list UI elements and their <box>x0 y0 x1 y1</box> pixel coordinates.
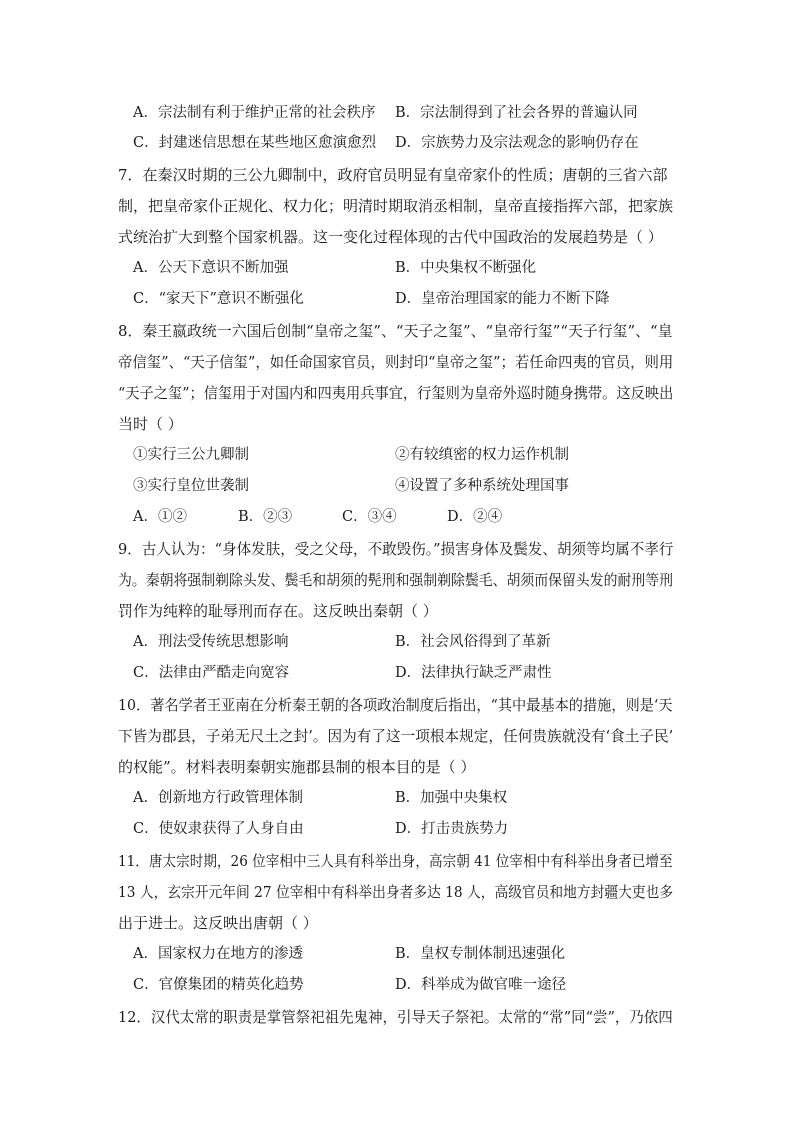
q9-stem-line-3: 罚作为纯粹的耻辱刑而存在。这反映出秦朝（ ） <box>118 602 438 620</box>
q9-option-c: C．法律由严酷走向宽容 <box>133 665 290 681</box>
q11-option-c: C．官僚集团的精英化趋势 <box>133 977 304 993</box>
q10-stem-line-1: 10．著名学者王亚南在分析秦王朝的各项政治制度后指出，“其中最基本的措施，则是‘天 <box>118 696 673 714</box>
q11-option-d: D．科举成为做官唯一途径 <box>395 977 567 993</box>
q9-stem-line-2: 为。秦朝将强制剃除头发、鬓毛和胡须的髡刑和强制剃除鬓毛、胡须而保留头发的耐刑等刑 <box>118 571 674 589</box>
q8-option-b: B．②③ <box>238 509 293 525</box>
q8-stem-line-3: “天子之玺”；信玺用于对国内和四夷用兵事宜，行玺则为皇帝外巡时随身携带。这反映出 <box>118 384 674 402</box>
q8-option-a: A．①② <box>133 509 187 525</box>
q8-stem-line-4: 当时（ ） <box>118 415 183 433</box>
q8-item-1: ①实行三公九卿制 <box>133 447 249 463</box>
q8-stem-line-1: 8．秦王嬴政统一六国后创制“皇帝之玺”、“天子之玺”、“皇帝行玺”“天子行玺”、“皇 <box>118 322 673 340</box>
q11-option-a: A．国家权力在地方的渗透 <box>133 946 303 962</box>
q6-option-d: D．宗族势力及宗法观念的影响仍存在 <box>395 135 639 151</box>
q9-option-b: B．社会风俗得到了革新 <box>395 634 551 650</box>
q9-option-d: D．法律执行缺乏严肃性 <box>395 665 552 681</box>
q8-option-c: C．③④ <box>342 509 397 525</box>
q11-stem-line-2: 13 人，玄宗开元年间 27 位宰相中有科举出身者多达 18 人，高级官员和地方封疆大吏也多 <box>118 883 674 901</box>
q6-option-b: B．宗法制得到了社会各界的普遍认同 <box>395 105 638 121</box>
q10-stem-line-3: 的权能”。材料表明秦朝实施郡县制的根本目的是（ ） <box>118 758 476 776</box>
q6-option-a: A．宗法制有利于维护正常的社会秩序 <box>133 105 376 121</box>
q10-option-c: C．使奴隶获得了人身自由 <box>133 821 304 837</box>
q11-stem-line-3: 出于进士。这反映出唐朝（ ） <box>118 914 318 932</box>
q11-stem-line-1: 11．唐太宗时期，26 位宰相中三人具有科举出身，高宗朝 41 位宰相中有科举出身者已增至 <box>118 852 673 870</box>
q6-option-c: C．封建迷信思想在某些地区愈演愈烈 <box>133 135 377 151</box>
q10-stem-line-2: 下皆为郡县，子弟无尺土之封’。因为有了这一项根本规定，任何贵族就没有‘食土子民’ <box>118 727 674 745</box>
q8-item-4: ④设置了多种系统处理国事 <box>395 478 569 494</box>
q7-option-c: C．“家天下”意识不断强化 <box>133 291 304 307</box>
q7-option-b: B．中央集权不断强化 <box>395 260 537 276</box>
q10-option-d: D．打击贵族势力 <box>395 821 509 837</box>
q7-stem-line-1: 7．在秦汉时期的三公九卿制中，政府官员明显有皇帝家仆的性质；唐朝的三省六部 <box>118 166 668 184</box>
q9-option-a: A．刑法受传统思想影响 <box>133 634 289 650</box>
q8-option-d: D．②④ <box>447 509 503 525</box>
q9-stem-line-1: 9．古人认为：“身体发肤，受之父母，不敢毁伤。”损害身体及鬓发、胡须等均属不孝行 <box>118 540 674 558</box>
q12-stem-line-1: 12．汉代太常的职责是掌管祭祀祖先鬼神，引导天子祭祀。太常的“常”同“尝”，乃依四 <box>118 1008 673 1026</box>
q11-option-b: B．皇权专制体制迅速强化 <box>395 946 566 962</box>
q8-item-2: ②有较缜密的权力运作机制 <box>395 447 569 463</box>
q8-item-3: ③实行皇位世袭制 <box>133 478 249 494</box>
q8-stem-line-2: 帝信玺”、“天子信玺”，如任命国家官员，则封印“皇帝之玺”；若任命四夷的官员，则用 <box>118 353 674 371</box>
q7-option-d: D．皇帝治理国家的能力不断下降 <box>395 291 610 307</box>
q10-option-a: A．创新地方行政管理体制 <box>133 790 303 806</box>
q10-option-b: B．加强中央集权 <box>395 790 508 806</box>
q7-stem-line-2: 制，把皇帝家仆正规化、权力化；明清时期取消丞相制，皇帝直接指挥六部，把家族 <box>118 197 674 215</box>
q7-stem-line-3: 式统治扩大到整个国家机器。这一变化过程体现的古代中国政治的发展趋势是（ ） <box>118 228 663 246</box>
q7-option-a: A．公天下意识不断加强 <box>133 260 289 276</box>
